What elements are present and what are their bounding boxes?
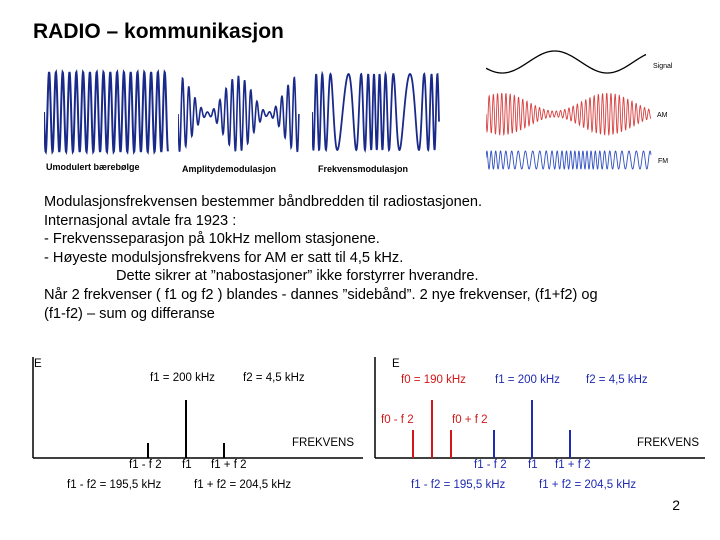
f1-label-right: f1 = 200 kHz: [495, 374, 560, 386]
x-axis-label-left: FREKVENS: [292, 437, 354, 449]
f0-plus-label: f0 + f 2: [452, 414, 488, 426]
text-line: Modulasjonsfrekvensen bestemmer båndbredden til radiostasjonen.: [44, 194, 483, 210]
f2-label-right: f2 = 4,5 kHz: [586, 374, 648, 386]
f2-label-left: f2 = 4,5 kHz: [243, 372, 305, 384]
f0-label-right: f0 = 190 kHz: [401, 374, 466, 386]
page-number: 2: [672, 497, 680, 513]
diff-label-left: f1 - f2 = 195,5 kHz: [67, 479, 162, 491]
modulation-comparison-figure: [486, 42, 686, 182]
am-wave-figure: [178, 68, 300, 160]
text-line: - Frekvensseparasjon på 10kHz mellom stasjonene.: [44, 231, 380, 248]
text-line: Internasjonal avtale fra 1923 :: [44, 212, 237, 229]
fm-wave-figure: [312, 66, 440, 160]
text-line: Når 2 frekvenser ( f1 og f2 ) blandes - dannes ”sidebånd”. 2 nye frekvenser, (f1+f2) og: [44, 286, 598, 303]
page-title: RADIO – kommunikasjon: [33, 20, 284, 43]
y-axis-label-right: E: [392, 358, 400, 370]
tick-plus-left: f1 + f 2: [211, 459, 247, 471]
text-line: - Høyeste modulsjonsfrekvens for AM er satt til 4,5 kHz.: [44, 249, 404, 266]
tick-plus-right: f1 + f 2: [555, 459, 591, 471]
text-line: (f1-f2) – sum og differanse: [44, 305, 215, 322]
sum-label-left: f1 + f2 = 204,5 kHz: [194, 479, 292, 491]
diff-label-right: f1 - f2 = 195,5 kHz: [411, 479, 506, 491]
tick-f1-left: f1: [182, 459, 192, 471]
fm-label: FM: [658, 158, 669, 165]
carrier-caption: Umodulert bærebølge: [46, 162, 140, 172]
sum-label-right: f1 + f2 = 204,5 kHz: [539, 479, 637, 491]
fm-caption: Frekvensmodulasjon: [318, 164, 409, 174]
am-caption: Amplitydemodulasjon: [182, 164, 277, 174]
tick-minus-right: f1 - f 2: [474, 459, 507, 471]
x-axis-label-right: FREKVENS: [637, 437, 699, 449]
tick-minus-left: f1 - f 2: [129, 459, 162, 471]
tick-f1-right: f1: [528, 459, 538, 471]
carrier-wave-figure: [44, 64, 169, 160]
body-text: [44, 193, 684, 323]
am-label: AM: [657, 112, 668, 119]
f0-minus-label: f0 - f 2: [381, 414, 414, 426]
text-line: Dette sikrer at ”nabostasjoner” ikke forstyrrer hverandre.: [116, 268, 479, 285]
f1-label-left: f1 = 200 kHz: [150, 372, 215, 384]
signal-label: Signal: [653, 63, 673, 70]
y-axis-label-left: E: [34, 358, 42, 370]
